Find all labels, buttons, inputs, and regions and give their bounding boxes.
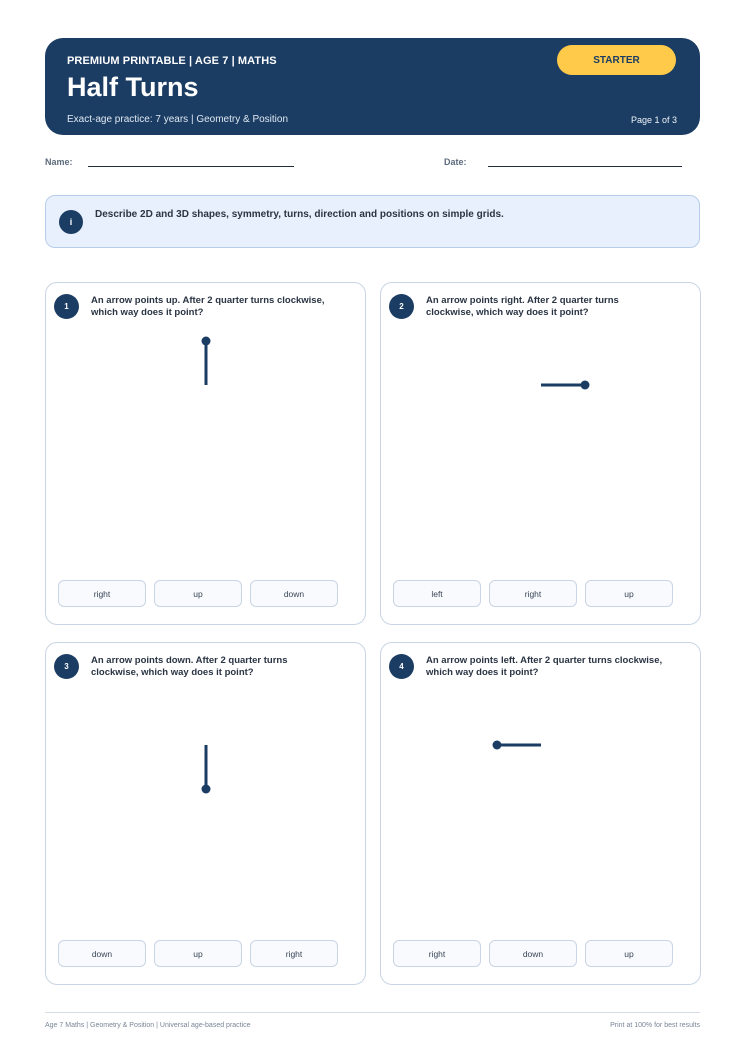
name-field[interactable] — [88, 166, 294, 167]
arrow-up-figure — [46, 283, 365, 583]
option-down[interactable]: down — [250, 580, 338, 607]
worksheet-header — [45, 38, 700, 135]
question-card-2 — [380, 282, 701, 625]
answer-options — [393, 940, 677, 970]
info-icon: i — [59, 210, 83, 234]
option-up[interactable]: up — [585, 580, 673, 607]
option-up[interactable]: up — [585, 940, 673, 967]
arrow-right-figure — [381, 283, 700, 583]
page-number: Page 1 of 3 — [630, 115, 677, 125]
footer-divider — [45, 1012, 700, 1013]
option-right[interactable]: right — [393, 940, 481, 967]
option-up[interactable]: up — [154, 580, 242, 607]
question-number: 3 — [54, 654, 79, 679]
question-card-1 — [45, 282, 366, 625]
question-text: An arrow points up. After 2 quarter turns clockwise, which way does it point? — [91, 295, 325, 318]
arrow-down-figure — [46, 643, 365, 943]
footer-right: Print at 100% for best results — [610, 1022, 700, 1029]
question-text: An arrow points left. After 2 quarter turns clockwise, which way does it point? — [426, 655, 663, 678]
info-callout — [45, 195, 700, 248]
date-field[interactable] — [488, 166, 682, 167]
option-up[interactable]: up — [154, 940, 242, 967]
info-text: Describe 2D and 3D shapes, symmetry, turns, direction and positions on simple grids. — [95, 209, 504, 220]
question-text: An arrow points right. After 2 quarter turns clockwise, which way does it point? — [426, 295, 619, 318]
question-number: 2 — [389, 294, 414, 319]
date-label: Date: — [444, 157, 467, 167]
option-right[interactable]: right — [489, 580, 577, 607]
question-number: 4 — [389, 654, 414, 679]
page-title: Half Turns — [67, 72, 199, 102]
question-text: An arrow points down. After 2 quarter turns clockwise, which way does it point? — [91, 655, 288, 678]
option-right[interactable]: right — [58, 580, 146, 607]
question-number: 1 — [54, 294, 79, 319]
footer-left: Age 7 Maths | Geometry & Position | Universal age-based practice — [45, 1022, 251, 1029]
option-down[interactable]: down — [489, 940, 577, 967]
answer-options — [393, 580, 677, 610]
arrow-left-figure — [381, 643, 700, 943]
option-right[interactable]: right — [250, 940, 338, 967]
question-card-4 — [380, 642, 701, 985]
header-kicker: PREMIUM PRINTABLE | AGE 7 | MATHS — [67, 55, 277, 67]
question-card-3 — [45, 642, 366, 985]
name-label: Name: — [45, 157, 73, 167]
option-left[interactable]: left — [393, 580, 481, 607]
header-subtitle: Exact-age practice: 7 years | Geometry & Position — [67, 114, 289, 125]
answer-options — [58, 580, 342, 610]
answer-options — [58, 940, 342, 970]
option-down[interactable]: down — [58, 940, 146, 967]
level-badge: STARTER — [557, 45, 676, 75]
